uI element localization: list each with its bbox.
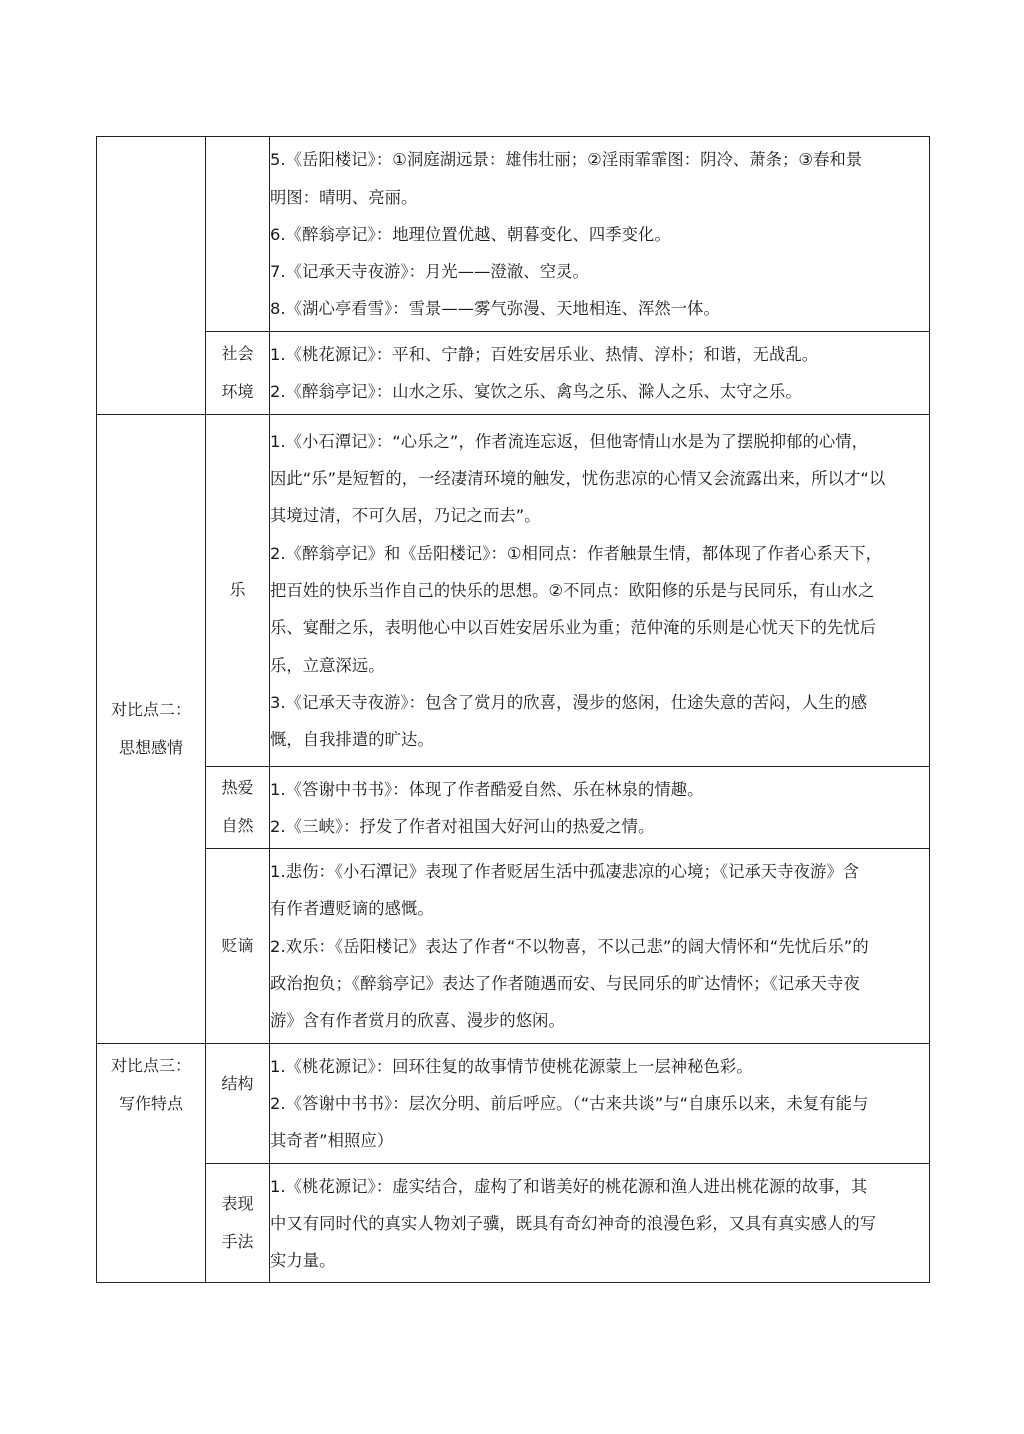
- text-line: 6.《醉翁亭记》：地理位置优越、朝暮变化、四季变化。: [270, 224, 671, 244]
- text-line: 3.《记承天寺夜游》：包含了赏月的欣喜，漫步的悠闲，仕途失意的苦闷，人生的感: [270, 692, 868, 712]
- row-label-cell: [206, 332, 270, 415]
- content-cell: [270, 137, 930, 332]
- table-row: [97, 332, 930, 415]
- row-label: 社会: [221, 343, 254, 363]
- row-label: 结构: [221, 1073, 254, 1093]
- row-label: 热爱: [221, 778, 254, 798]
- text-line: 把百姓的快乐当作自己的快乐的思想。②不同点：欧阳修的乐是与民同乐，有山水之: [270, 580, 875, 600]
- text-line: 8.《湖心亭看雪》：雪景——雾气弥漫、天地相连、浑然一体。: [270, 299, 720, 319]
- text-line: 因此“乐”是短暂的，一经凄清环境的触发，忧伤悲凉的心情又会流露出来，所以才“以: [270, 469, 886, 489]
- text-line: 乐，立意深远。: [270, 655, 385, 675]
- text-line: 乐、宴酣之乐，表明他心中以百姓安居乐业为重；范仲淹的乐则是心忧天下的先忧后: [270, 618, 877, 638]
- text-line: 游》含有作者赏月的欣喜、漫步的悠闲。: [270, 1011, 565, 1031]
- text-line: 2.欢乐：《岳阳楼记》表达了作者“不以物喜，不以己悲”的阔大情怀和“先忧后乐”的: [270, 936, 869, 956]
- content-cell: [270, 766, 930, 849]
- table-row: [97, 414, 930, 766]
- row-label-cell: [206, 766, 270, 849]
- row-label-cell: [206, 849, 270, 1043]
- table-row: [97, 137, 930, 332]
- row-label-cell: [206, 1163, 270, 1283]
- table-row: [97, 1163, 930, 1283]
- content-cell: [270, 849, 930, 1043]
- section-label: 对比点二：: [110, 699, 191, 719]
- text-line: 1.《桃花源记》：虚实结合，虚构了和谐美好的桃花源和渔人进出桃花源的故事，其: [270, 1176, 868, 1196]
- row-label: 自然: [221, 816, 254, 836]
- section-1-cell: [97, 137, 206, 415]
- text-line: 有作者遭贬谪的感慨。: [270, 899, 434, 919]
- text-line: 中又有同时代的真实人物刘子骥，既具有奇幻神奇的浪漫色彩，又具有真实感人的写: [270, 1213, 877, 1233]
- text-line: 1.《桃花源记》：平和、宁静；百姓安居乐业、热情、淳朴；和谐，无战乱。: [270, 345, 819, 364]
- text-line: 2.《醉翁亭记》：山水之乐、宴饮之乐、禽鸟之乐、滁人之乐、太守之乐。: [270, 382, 802, 402]
- text-line: 1.悲伤：《小石潭记》表现了作者贬居生活中孤凄悲凉的心境；《记承天寺夜游》含: [270, 862, 860, 882]
- content-cell: [270, 414, 930, 766]
- section-label: 写作特点: [118, 1093, 183, 1113]
- row-label-cell: [206, 1043, 270, 1163]
- section-3-cell: [97, 1043, 206, 1283]
- text-line: 2.《答谢中书书》：层次分明、前后呼应。（“古来共谈”与“自康乐以来，未复有能与: [270, 1093, 869, 1113]
- text-line: 5.《岳阳楼记》：①洞庭湖远景：雄伟壮丽；②淫雨霏霏图：阴冷、萧条；③春和景: [270, 150, 863, 170]
- row-label: 环境: [221, 381, 254, 401]
- text-line: 其奇者”相照应）: [270, 1131, 394, 1151]
- row-label: 乐: [229, 580, 246, 600]
- text-line: 1.《答谢中书书》：体现了作者酷爱自然、乐在林泉的情趣。: [270, 779, 704, 799]
- row-label: 手法: [221, 1232, 254, 1251]
- section-2-cell: [97, 414, 206, 1043]
- text-line: 其境过清，不可久居，乃记之而去”。: [270, 506, 541, 526]
- text-line: 2.《三峡》：抒发了作者对祖国大好河山的热爱之情。: [270, 816, 655, 836]
- row-label-cell: [206, 414, 270, 766]
- text-line: 明图：晴明、亮丽。: [270, 187, 418, 207]
- text-line: 实力量。: [270, 1251, 336, 1271]
- table-row: [97, 849, 930, 1043]
- content-cell: [270, 332, 930, 415]
- text-line: 1.《桃花源记》：回环往复的故事情节使桃花源蒙上一层神秘色彩。: [270, 1056, 753, 1076]
- row-label-cell: [206, 137, 270, 332]
- row-label: 表现: [221, 1194, 254, 1213]
- comparison-table: [96, 136, 930, 1283]
- content-cell: [270, 1163, 930, 1283]
- text-line: 慨，自我排遣的旷达。: [270, 730, 434, 750]
- text-line: 2.《醉翁亭记》和《岳阳楼记》：①相同点：作者触景生情，都体现了作者心系天下，: [270, 543, 883, 563]
- section-label: 对比点三：: [110, 1055, 191, 1075]
- content-cell: [270, 1043, 930, 1163]
- text-line: 政治抱负；《醉翁亭记》表达了作者随遇而安、与民同乐的旷达情怀；《记承天寺夜: [270, 974, 860, 994]
- section-label: 思想感情: [118, 737, 183, 757]
- row-label: 贬谪: [221, 935, 254, 955]
- text-line: 7.《记承天寺夜游》：月光——澄澈、空灵。: [270, 262, 589, 282]
- table-row: [97, 1043, 930, 1163]
- table-row: [97, 766, 930, 849]
- text-line: 1.《小石潭记》：“心乐之”，作者流连忘返，但他寄情山水是为了摆脱抑郁的心情，: [270, 431, 869, 451]
